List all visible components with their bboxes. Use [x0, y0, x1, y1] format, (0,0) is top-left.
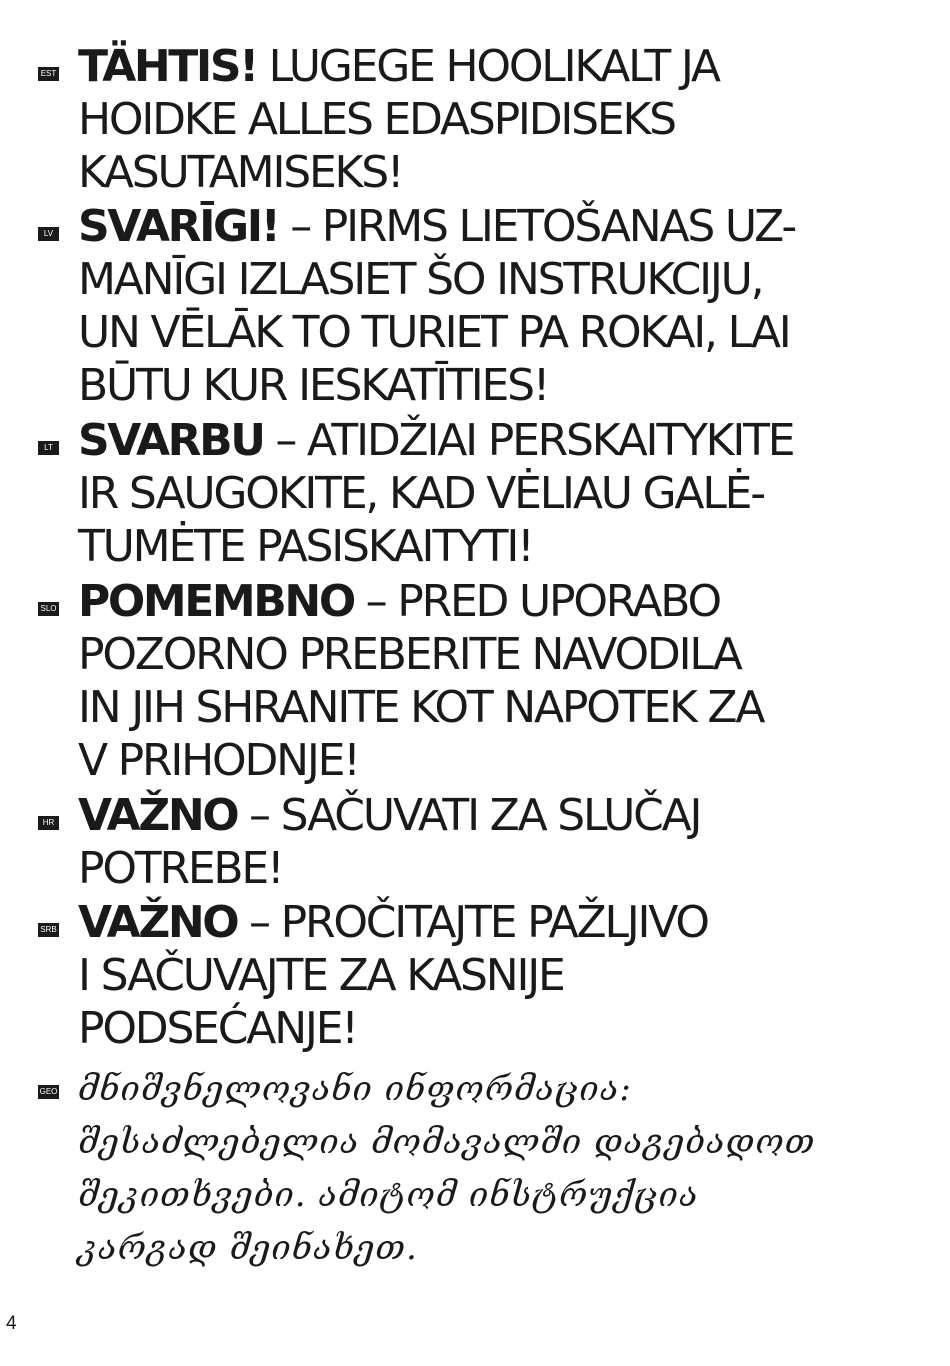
section-text-lv [78, 200, 908, 412]
section-body-est: LUGEGE HOOLIKALT JA HOIDKE ALLES EDASPIDISEKS KASUTAMISEKS! [78, 41, 719, 198]
section-heading-hr: VAŽNO [78, 790, 238, 841]
section-heading-lt: SVARBU [78, 415, 264, 466]
language-badge-srb: SRB [38, 923, 59, 937]
section-body-srb: – PROČITAJTE PAŽLJIVO I SAČUVAJTE ZA KASNIJE PODSEĆANJE! [78, 897, 708, 1054]
section-heading-lv: SVARĪGI! [78, 201, 279, 252]
section-heading-est: TÄHTIS! [78, 41, 257, 92]
section-body-slo: – PRED UPORABO POZORNO PREBERITE NAVODILA IN JIH SHRANITE KOT NAPOTEK ZA V PRIHODNJE! [78, 576, 764, 786]
section-body-lt: – ATIDŽIAI PERSKAITYKITE IR SAUGOKITE, KAD VĖLIAU GALĖ- TUMĖTE PASISKAITYTI! [78, 415, 794, 572]
page-number: 4 [6, 1313, 17, 1334]
section-body-lv: – PIRMS LIETOŠANAS UZ- MANĪGI IZLASIET ŠO INSTRUKCIJU, UN VĒLĀK TO TURIET PA ROKAI, LAI BŪTU KUR IESKATĪTIES! [78, 201, 796, 411]
section-text-slo [78, 575, 908, 787]
language-badge-slo: SLO [38, 602, 59, 616]
section-heading-srb: VAŽNO [78, 897, 238, 948]
language-badge-geo: GEO [38, 1085, 59, 1099]
section-heading-slo: POMEMBNO [78, 576, 354, 627]
language-badge-lv: LV [38, 227, 59, 241]
language-badge-lt: LT [38, 441, 59, 455]
section-text-est [78, 40, 908, 199]
language-badge-hr: HR [38, 816, 59, 830]
section-text-lt [78, 414, 908, 573]
section-text-srb [78, 896, 908, 1055]
section-text-hr [78, 789, 908, 895]
section-body-hr: – SAČUVATI ZA SLUČAJ POTREBE! [78, 790, 701, 894]
section-text-geo: მნიშვნელოვანი ინფორმაცია: შესაძლებელია მომავალში დაგებადოთ შეკითხვები. ამიტომ ინსტრუქცია კარგად შეინახეთ. [78, 1069, 816, 1268]
language-badge-est: EST [38, 67, 59, 81]
